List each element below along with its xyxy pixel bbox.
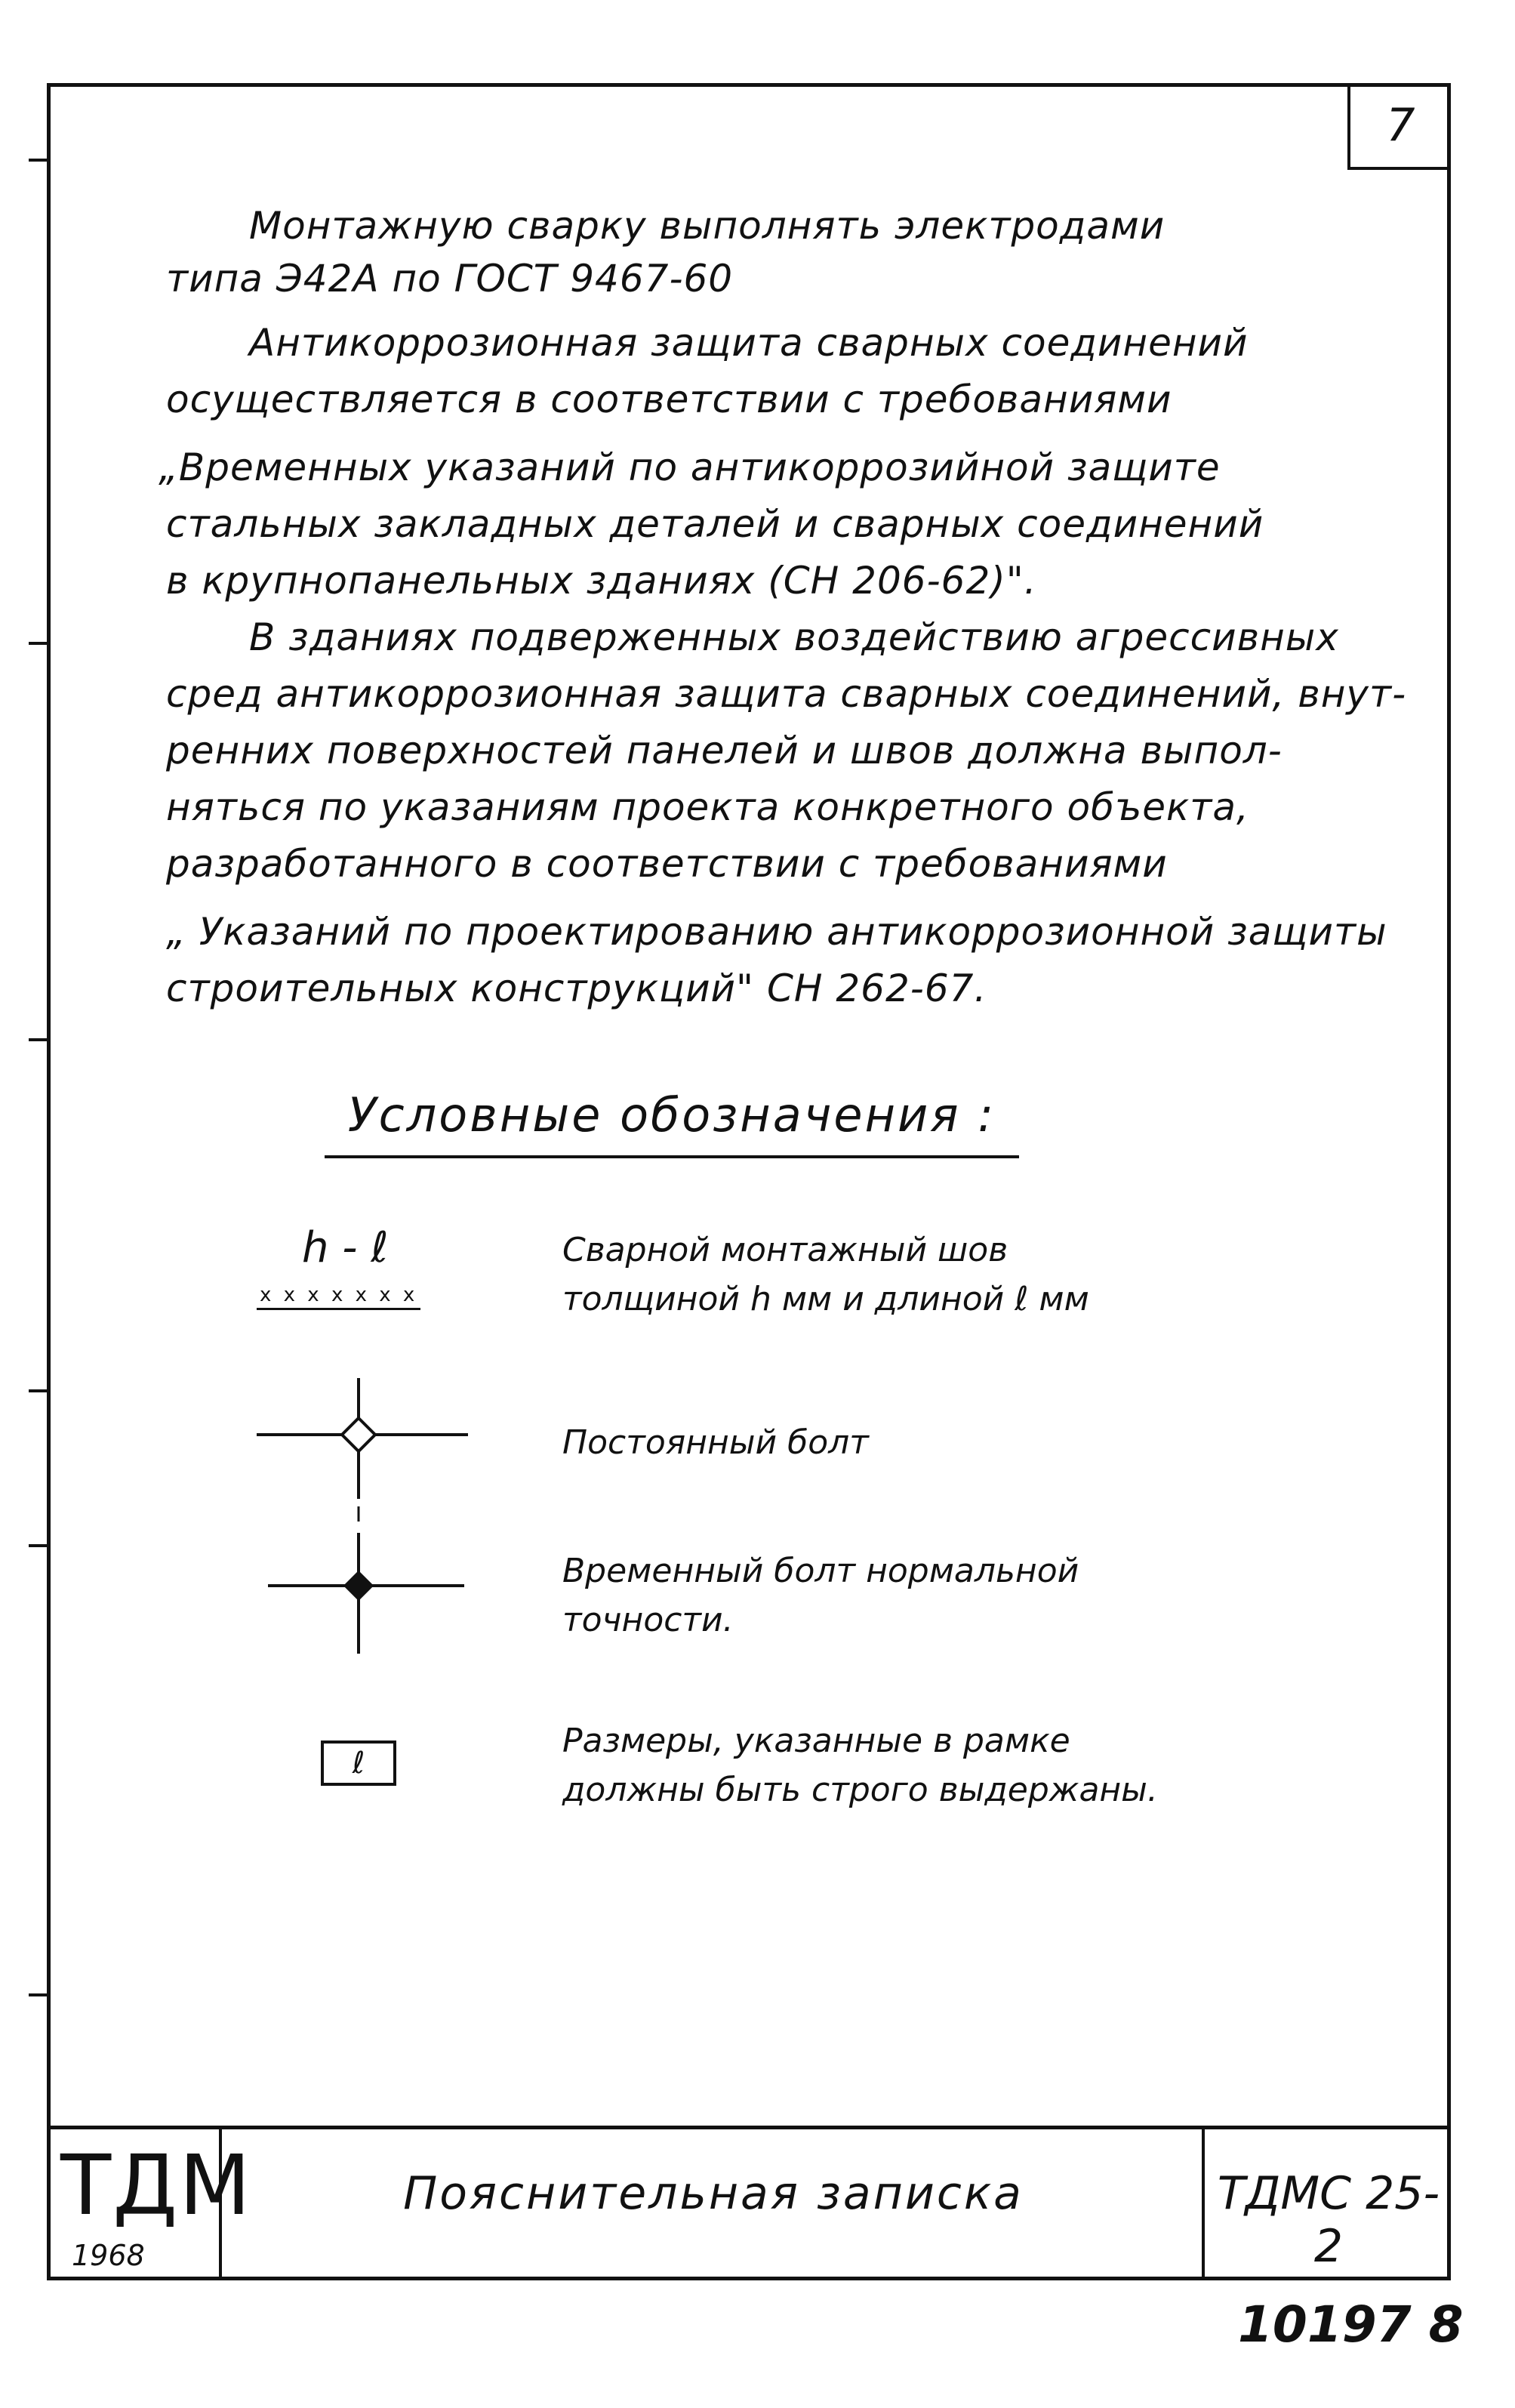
note-line: няться по указаниям проекта конкретного объекта, — [166, 785, 1249, 829]
note-line: Монтажную сварку выполнять электродами — [249, 204, 1166, 248]
edge-tick — [29, 1038, 47, 1041]
weld-seam-symbol: x x x x x x x — [257, 1284, 420, 1310]
note-line: В зданиях подверженных воздействию агрессивных — [249, 615, 1339, 659]
edge-tick — [29, 159, 47, 162]
weld-desc-2: толщиной h мм и длиной ℓ мм — [562, 1280, 1089, 1318]
note-line: строительных конструкций" СН 262-67. — [166, 967, 987, 1010]
legend-title-underline — [325, 1155, 1019, 1158]
note-line: разработанного в соответствии с требованиями — [166, 842, 1168, 886]
permanent-bolt-icon — [249, 1374, 476, 1525]
org-logo: ТДМ — [60, 2137, 253, 2234]
dimension-desc-1: Размеры, указанные в рамке — [562, 1722, 1070, 1760]
note-line: „Временных указаний по антикоррозийной защите — [159, 446, 1221, 489]
title-block-border — [47, 2126, 1451, 2129]
note-line: ренних поверхностей панелей и швов должна выпол- — [166, 729, 1283, 772]
edge-tick — [29, 1544, 47, 1547]
edge-tick — [29, 1389, 47, 1392]
archive-number: 10197 8 — [1238, 2295, 1464, 2354]
edge-tick — [29, 1993, 47, 1996]
temporary-bolt-desc-2: точности. — [562, 1601, 734, 1639]
weld-symbol-label: h - ℓ — [302, 1223, 389, 1272]
sheet-code: ТДМС 25-2 — [1217, 2167, 1440, 2273]
dimension-box-symbol: ℓ — [321, 1740, 396, 1786]
note-line: „ Указаний по проектированию антикоррозионной защиты — [166, 910, 1387, 954]
page-number: 7 — [1347, 83, 1451, 170]
temporary-bolt-icon — [260, 1525, 472, 1661]
sheet-title: Пояснительная записка — [403, 2167, 1024, 2220]
note-line: осуществляется в соответствии с требованиями — [166, 378, 1172, 421]
note-line: типа Э42А по ГОСТ 9467-60 — [166, 257, 734, 301]
note-line: Антикоррозионная защита сварных соединений — [249, 321, 1249, 365]
edge-tick — [29, 642, 47, 645]
note-line: сред антикоррозионная защита сварных соединений, внут- — [166, 672, 1407, 716]
org-year: 1968 — [72, 2239, 145, 2272]
dimension-desc-2: должны быть строго выдержаны. — [562, 1771, 1158, 1809]
legend-title: Условные обозначения : — [347, 1087, 996, 1142]
weld-desc-1: Сварной монтажный шов — [562, 1231, 1008, 1269]
note-line: стальных закладных деталей и сварных соединений — [166, 502, 1264, 546]
temporary-bolt-desc-1: Временный болт нормальной — [562, 1552, 1079, 1590]
permanent-bolt-desc: Постоянный болт — [562, 1423, 869, 1462]
note-line: в крупнопанельных зданиях (СН 206-62)". — [166, 559, 1037, 603]
title-block-divider — [1202, 2126, 1205, 2280]
